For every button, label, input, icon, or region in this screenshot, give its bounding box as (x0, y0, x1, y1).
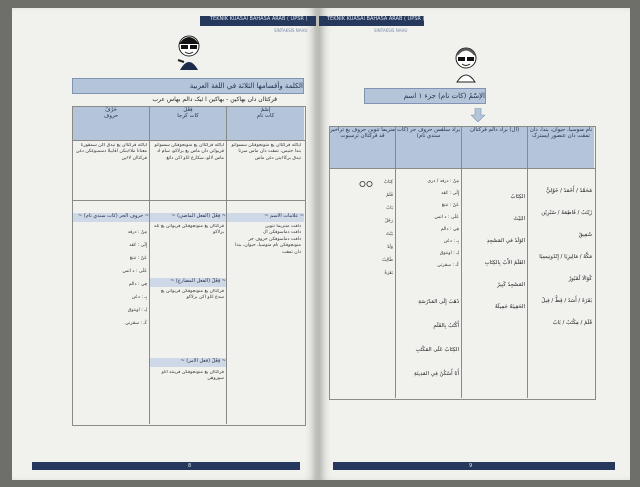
left-subtitle: قرکتاان دان بهاکين - بهاکين ا ئيک دالم بهاس عرب (152, 96, 277, 103)
desc-ism: ايائله قرکتاان يغ منونجوقکن سسواتو بندا جنيس، تمڤت دان ماس سرتا تيدق برکاءيتن دغن ماس (231, 143, 301, 161)
list-item: دافت مننريما تنوين (265, 224, 301, 229)
list-item: عَنْ : تنتڠ (441, 203, 459, 208)
list-item: قَلَمٌ / مِكْتَبٌ / بَابٌ (552, 320, 592, 326)
fil-madi-title: ~ فِعْلٌ (الفعل الماضي) ~ (150, 213, 226, 222)
fil-mudari-text: قرکتاان يغ منونجوقکن ڤربواتن يغ سدغ اتاو اکن برلاکو (160, 289, 224, 301)
left-banner-title: الكلمة وأقسامها الثلاثة في اللغة العربية (72, 78, 304, 94)
list-item: لِـ : اونتوق (439, 251, 459, 256)
list-item: رَجُلٌ (384, 219, 393, 224)
open-book (12, 8, 630, 480)
list-item: عَنْ : تنتڠ (129, 256, 147, 261)
fil-madi-text: قرکتاان يغ منونجوقکن ڤربواتن يغ تله برلاکو (154, 224, 224, 236)
list-item: عَلَى : د اتس (122, 269, 147, 274)
footer-band (333, 462, 615, 470)
header-ism: إسْمٌ كات نام (227, 107, 304, 140)
list-item: كِتَابٌ (383, 180, 393, 185)
list-item: مِنْ : درڤد / دري (427, 179, 459, 184)
ism-section-title: ~ علامات الاسم ~ (227, 213, 304, 222)
book-subtitle: SINTAKSIS NAHU (274, 28, 308, 33)
harf-section-title: ~ حروف الجر (كات سندي نام) ~ (73, 213, 149, 222)
header-col3: براد سلڤس حروف جر (كات سندي نام) (396, 127, 461, 168)
list-item: مَكَّةُ / مَالِيزِيَا / إِنْدُونِيسِيَا (539, 254, 592, 260)
list-item: الحَقِيبَةُ جَمِيلَةٌ (495, 304, 525, 310)
book-title: TEKNIK KUASAI BAHASA ARAB ( UPSR ) (327, 16, 425, 22)
book-title: TEKNIK KUASAI BAHASA ARAB ( UPSR ) (210, 16, 308, 22)
footer-band (32, 462, 300, 470)
list-item: دافت دماسوقکن حروف جر (248, 236, 301, 242)
list-item: دافت دماسوقکن ال (263, 230, 301, 236)
list-item: لِـ : اونتوق (127, 308, 147, 313)
mascot-icon (172, 32, 206, 72)
fil-mudari-title: ~ فِعْلٌ (الفعل المضارع) ~ (150, 278, 226, 287)
list-item: كَـ : سڤرتي (125, 321, 147, 326)
list-item: منونجوقکن نام منوسيا، حيوان، بندا دان تمڤت (235, 243, 301, 255)
list-item: قَلَمٌ (386, 193, 393, 198)
col3-examples (398, 290, 459, 390)
col2-words (464, 186, 525, 386)
list-item: فِي : دالم (440, 227, 459, 232)
list-item: فِي : دالم (128, 282, 147, 287)
left-page (12, 8, 317, 480)
list-item: طَالِبٌ (382, 258, 393, 263)
list-item: مِنْ : درڤد (127, 230, 147, 235)
page-number: 9 (469, 463, 473, 469)
list-item: كُوَالَا لُمْبُورْ (568, 276, 592, 282)
book-subtitle: SINTAKSIS NAHU (374, 28, 408, 33)
header-col2: (ال) براد دالم قرکتاان (462, 127, 527, 168)
list-item: بَيْتٌ (385, 232, 393, 237)
list-item: الكِتَابُ (510, 194, 525, 200)
right-banner-title: الاِسْمُ (كات نام) جزء ١ اسم (364, 88, 486, 104)
list-item: بَقَرَةٌ (384, 271, 393, 276)
list-item: ذَهَبَ إِلَى المَدْرَسَةِ (418, 299, 459, 305)
list-item: عَلَى : د اتس (434, 215, 459, 220)
list-item: بِـ : دڠن (443, 239, 459, 244)
col3-words (398, 176, 459, 286)
list-item: شَفِيقٌ (578, 232, 592, 238)
list-item: إِلَى : کڤد (441, 191, 459, 196)
list-item: المَسْجِدُ كَبِيرٌ (497, 282, 525, 288)
list-item: الوَلَدُ في المَسْجِدِ (486, 238, 525, 244)
desc-harf: ايائله قرکتاان يغ تيدق اکن سمڤورنا معنانا ملاءينکن اڤابيلا دسمبوغکن دغن قرکتاان لاءين (75, 143, 147, 161)
header-col4: منريما تنوين حروف يغ تراخير قد قرکتاان ترسبوت (330, 127, 395, 168)
list-item: إِلَى : کڤد (129, 243, 147, 248)
col1-words (530, 180, 592, 390)
list-item: بَقَرَةٌ / أَسَدٌ / قِطٌّ / فِيلٌ (541, 298, 592, 304)
list-item: أَكْتُبُ بِالقَلَمِ (433, 323, 459, 329)
list-item: زَيْنَبُ / فَاطِمَةُ / سُبْرِيْن (541, 210, 592, 216)
list-item: كَـ : سڤرتي (437, 263, 459, 268)
harf-items (75, 226, 147, 356)
list-item: بِـ : دڠن (131, 295, 147, 300)
tanwin-icon (359, 180, 373, 188)
list-item: الكِتَابُ عَلَى المَكْتَبِ (415, 347, 459, 353)
list-item: مُحَمَّدٌ / أَحْمَدُ / خَوْلِيٌّ (546, 188, 592, 194)
header-col1: نام منوسيا، حيوان، بندا، دان تمڤت دان عنصور ايسترک (528, 127, 594, 168)
list-item: البَيْتُ (513, 216, 525, 222)
fil-amr-title: ~ فِعْلٌ (فعل الأمر) ~ (150, 358, 226, 367)
mascot-icon (449, 44, 483, 84)
desc-fil: ايائله قرکتاان يغ منونجوقکن سسواتو ڤربواتن دان ماس يغ برلاکو، سام اد ماس لالو، سکارغ اتاو اکن داتغ (154, 143, 224, 161)
page-number: 8 (188, 463, 192, 469)
list-item: بَابٌ (385, 206, 393, 211)
col4-words (343, 176, 393, 326)
right-page (319, 8, 630, 480)
header-fil: فِعْلٌ كات كرجا (150, 107, 226, 140)
list-item: القَلَمُ الأَبُ بِالكِتَابِ (484, 260, 525, 266)
ism-items (229, 224, 301, 314)
list-item: أَنَا أَسْكُنُ فِي المَدِينَةِ (413, 371, 459, 377)
arrow-down-icon (471, 108, 485, 122)
list-item: وَلَدٌ (386, 245, 393, 250)
header-harf: حَرْفٌ حروف (73, 107, 149, 140)
fil-amr-text: قرکتاان يغ منونجوقکن ڤرينته اتاو سوروهن (161, 370, 224, 382)
